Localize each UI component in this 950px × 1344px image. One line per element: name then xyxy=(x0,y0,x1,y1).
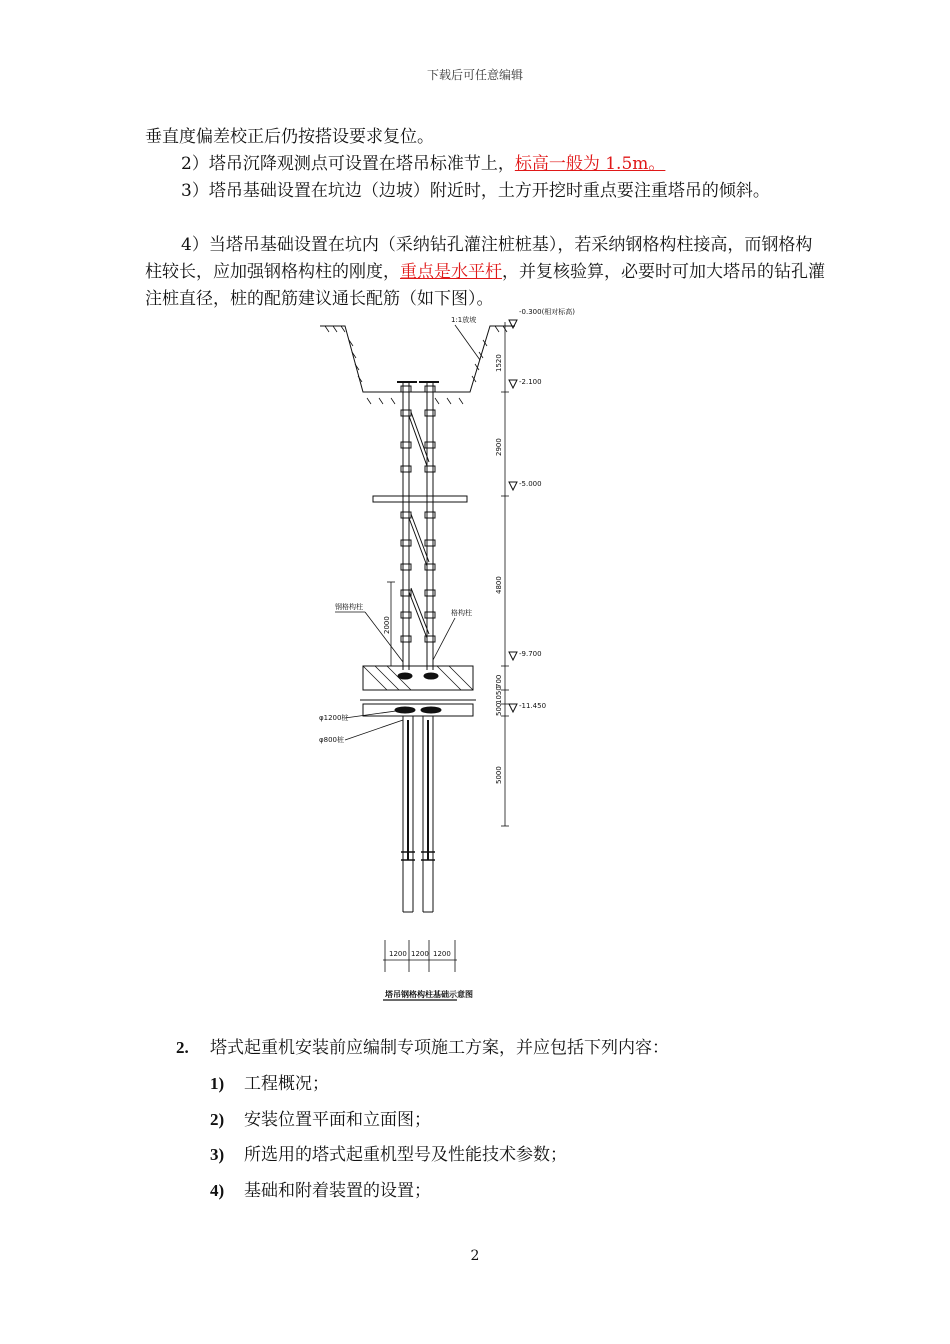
list-item-number: 2) xyxy=(210,1110,225,1129)
list-item-number: 4) xyxy=(210,1181,225,1200)
list-item-text: 工程概况； xyxy=(244,1074,329,1094)
slope-label: 1:1放坡 xyxy=(451,316,477,324)
bottom-dim-2: 1200 xyxy=(411,950,429,958)
paragraph-4-text-b: ，并复核验算，必要时可加大塔吊的钻孔灌注桩直径，桩的配筋建议通长配筋（如下图）。 xyxy=(145,262,825,309)
section-2-heading xyxy=(176,1033,669,1058)
paragraph-2 xyxy=(145,151,825,178)
list-item-text: 安装位置平面和立面图； xyxy=(244,1110,431,1130)
page-number: 2 xyxy=(470,1248,480,1264)
elevation-label-top: -0.300(相对标高) xyxy=(519,308,576,316)
elevation-label-2: -2.100 xyxy=(519,378,542,386)
elevation-label-3: -5.000 xyxy=(519,480,542,488)
dim-2000: 2000 xyxy=(383,616,391,634)
dim-2900: 2900 xyxy=(495,438,503,456)
highlight-horizontal-bar: 重点是水平杆 xyxy=(400,262,502,282)
page-header: 下载后可任意编辑 xyxy=(426,68,523,82)
label-pile-2: φ800桩 xyxy=(319,736,344,744)
dim-5000: 5000 xyxy=(495,766,503,784)
list-item xyxy=(210,1069,329,1094)
label-lattice-column: 钢格构柱 xyxy=(335,603,363,611)
dim-4800: 4800 xyxy=(495,576,503,594)
paragraph-3-text: 3）塔吊基础设置在坑边（边坡）附近时，土方开挖时重点要注重塔吊的倾斜。 xyxy=(181,181,770,201)
dim-1050: 1050 xyxy=(495,686,503,704)
bottom-dim-3: 1200 xyxy=(433,950,451,958)
pile-foundation-figure xyxy=(305,300,605,1024)
paragraph-1 xyxy=(145,124,825,151)
bottom-dim-1: 1200 xyxy=(389,950,407,958)
pit-outline xyxy=(320,326,515,392)
dim-1520: 1520 xyxy=(495,354,503,372)
list-item-text: 所选用的塔式起重机型号及性能技术参数； xyxy=(244,1145,567,1165)
dim-700: 700 xyxy=(495,674,503,688)
bored-piles xyxy=(401,716,435,912)
pile-cap xyxy=(360,666,476,716)
label-pile-1: φ1200桩 xyxy=(319,714,349,722)
section-2-number: 2. xyxy=(176,1038,189,1057)
dim-500: 500 xyxy=(495,702,503,716)
list-item-number: 3) xyxy=(210,1145,225,1164)
elevation-label-5: -11.450 xyxy=(519,702,547,710)
paragraph-1-text: 垂直度偏差校正后仍按搭设要求复位。 xyxy=(145,127,434,147)
list-item-number: 1) xyxy=(210,1074,225,1093)
paragraph-3 xyxy=(145,178,825,205)
section-2-text: 塔式起重机安装前应编制专项施工方案，并应包括下列内容： xyxy=(210,1038,669,1058)
figure-caption: 塔吊钢格构柱基础示意图 xyxy=(385,990,473,999)
list-item xyxy=(210,1176,431,1201)
elevation-label-4: -9.700 xyxy=(519,650,542,658)
list-item-text: 基础和附着装置的设置； xyxy=(244,1181,431,1201)
paragraph-2-text: 2）塔吊沉降观测点可设置在塔吊标准节上， xyxy=(181,154,515,174)
highlight-elevation: 标高一般为 1.5m。 xyxy=(514,154,666,174)
label-column: 格构柱 xyxy=(451,609,472,617)
foundation-drawing xyxy=(305,300,605,1020)
list-item xyxy=(210,1140,567,1165)
paragraph-4-text-a: 4）当塔吊基础设置在坑内（采纳钻孔灌注桩桩基），若采纳钢格构柱接高，而钢格构柱较长，应加强钢格构柱的刚度， xyxy=(145,235,813,282)
list-item xyxy=(210,1105,431,1130)
